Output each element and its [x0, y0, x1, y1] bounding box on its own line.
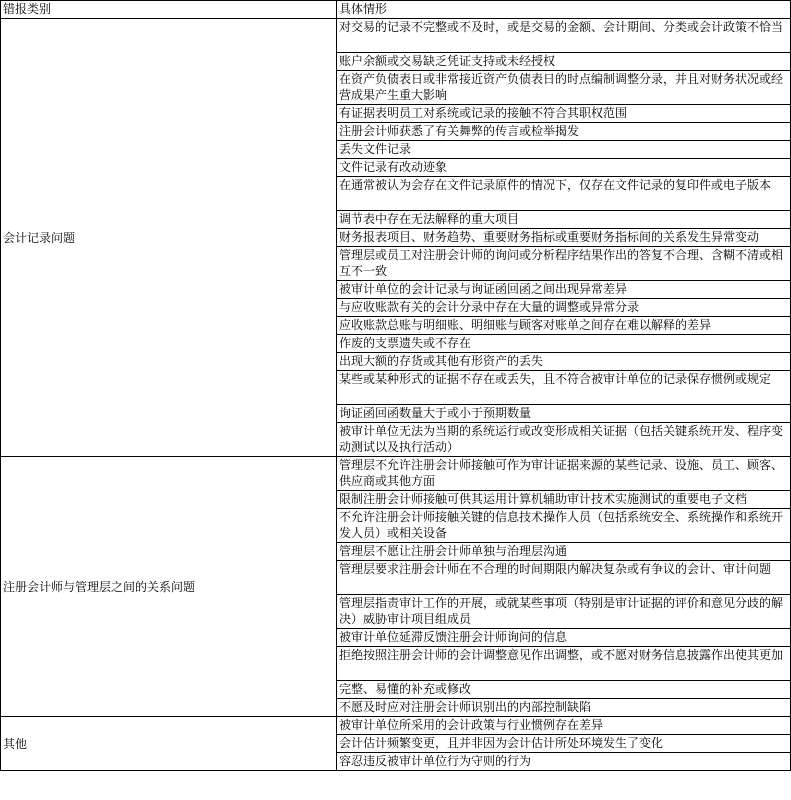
header-situation: 具体情形 — [337, 1, 791, 19]
situation-cell: 作废的支票遗失或不存在 — [337, 335, 791, 353]
situation-cell: 财务报表项目、财务趋势、重要财务指标或重要财务指标间的关系发生异常变动 — [337, 229, 791, 247]
situation-cell: 出现大额的存货或其他有形资产的丢失 — [337, 353, 791, 371]
situation-cell: 在资产负债表日或非常接近资产负债表日的时点编制调整分录，并且对财务状况或经营成果产生重大影响 — [337, 71, 791, 105]
table-row — [1, 717, 791, 735]
situation-cell: 管理层或员工对注册会计师的询问或分析程序结果作出的答复不合理、含糊不清或相互不一致 — [337, 247, 791, 281]
table-header-row — [1, 1, 791, 19]
situation-cell: 调节表中存在无法解释的重大项目 — [337, 211, 791, 229]
header-category: 错报类别 — [1, 1, 337, 19]
category-cell: 注册会计师与管理层之间的关系问题 — [1, 457, 337, 717]
situation-cell: 限制注册会计师接触可供其运用计算机辅助审计技术实施测试的重要电子文档 — [337, 491, 791, 509]
situation-cell: 对交易的记录不完整或不及时，或是交易的金额、会计期间、分类或会计政策不恰当 — [337, 19, 791, 53]
category-cell: 会计记录问题 — [1, 19, 337, 457]
table-row — [1, 19, 791, 53]
situation-cell: 文件记录有改动迹象 — [337, 159, 791, 177]
situation-cell: 注册会计师获悉了有关舞弊的传言或检举揭发 — [337, 123, 791, 141]
situation-cell: 管理层不愿让注册会计师单独与治理层沟通 — [337, 543, 791, 561]
situation-cell: 被审计单位所采用的会计政策与行业惯例存在差异 — [337, 717, 791, 735]
category-cell: 其他 — [1, 717, 337, 771]
situation-cell: 不愿及时应对注册会计师识别出的内部控制缺陷 — [337, 699, 791, 717]
situation-cell: 管理层不允许注册会计师接触可作为审计证据来源的某些记录、设施、员工、顾客、供应商或其他方面 — [337, 457, 791, 491]
situation-cell: 丢失文件记录 — [337, 141, 791, 159]
situation-cell: 有证据表明员工对系统或记录的接触不符合其职权范围 — [337, 105, 791, 123]
situation-cell: 应收账款总账与明细账、明细账与顾客对账单之间存在难以解释的差异 — [337, 317, 791, 335]
situation-cell: 询证函回函数量大于或小于预期数量 — [337, 405, 791, 423]
situation-cell: 在通常被认为会存在文件记录原件的情况下，仅存在文件记录的复印件或电子版本 — [337, 177, 791, 211]
situation-cell: 与应收账款有关的会计分录中存在大量的调整或异常分录 — [337, 299, 791, 317]
situation-cell: 被审计单位无法为当期的系统运行或改变形成相关证据（包括关键系统开发、程序变动测试以及执行活动） — [337, 423, 791, 457]
situation-cell: 容忍违反被审计单位行为守则的行为 — [337, 753, 791, 771]
situation-cell: 账户余额或交易缺乏凭证支持或未经授权 — [337, 53, 791, 71]
situation-cell: 拒绝按照注册会计师的会计调整意见作出调整，或不愿对财务信息披露作出使其更加 — [337, 647, 791, 681]
situation-cell: 被审计单位的会计记录与询证函回函之间出现异常差异 — [337, 281, 791, 299]
situation-cell: 管理层指责审计工作的开展，或就某些事项（特别是审计证据的评价和意见分歧的解决）威胁审计项目组成员 — [337, 595, 791, 629]
situation-cell: 被审计单位延滞反馈注册会计师询问的信息 — [337, 629, 791, 647]
situation-cell: 管理层要求注册会计师在不合理的时间期限内解决复杂或有争议的会计、审计问题 — [337, 561, 791, 595]
situation-cell: 完整、易懂的补充或修改 — [337, 681, 791, 699]
situation-cell: 会计估计频繁变更，且并非因为会计估计所处环境发生了变化 — [337, 735, 791, 753]
situation-cell: 某些或某种形式的证据不存在或丢失，且不符合被审计单位的记录保存惯例或规定 — [337, 371, 791, 405]
table-row — [1, 457, 791, 491]
situation-cell: 不允许注册会计师接触关键的信息技术操作人员（包括系统安全、系统操作和系统开发人员）或相关设备 — [337, 509, 791, 543]
